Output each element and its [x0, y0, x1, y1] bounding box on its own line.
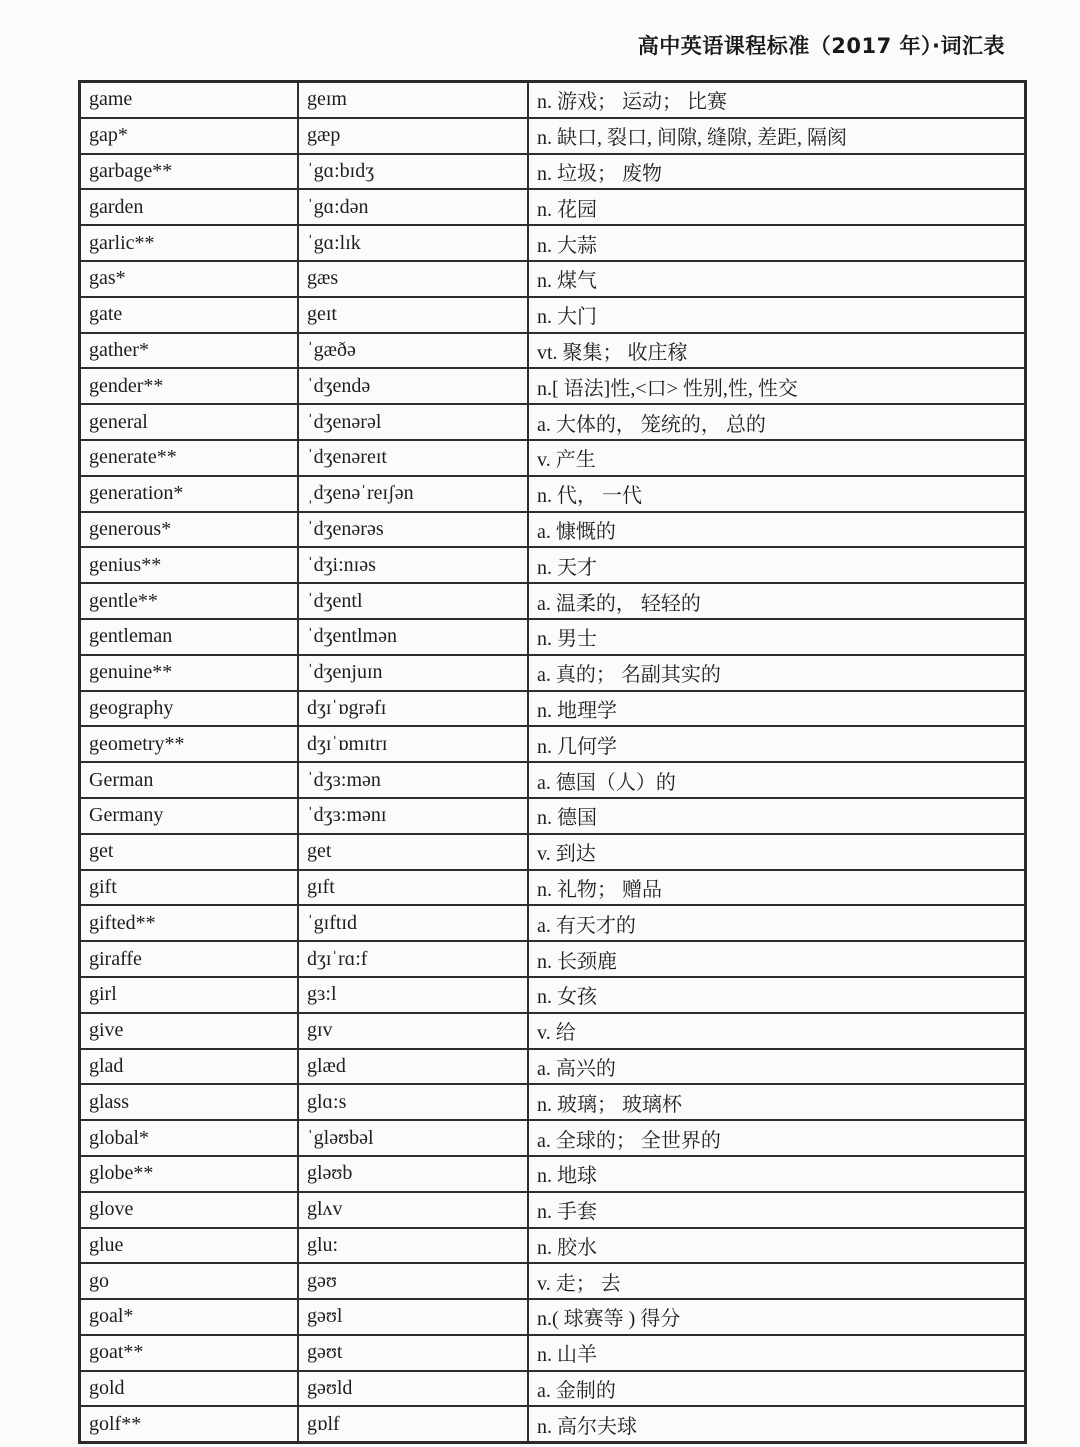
word-cell: gifted**: [80, 905, 299, 941]
definition-cell: v. 走； 去: [528, 1263, 1026, 1299]
table-row: [80, 977, 1026, 1013]
word-cell: garden: [80, 189, 299, 225]
definition-cell: n. 女孩: [528, 977, 1026, 1013]
vocab-table: [78, 80, 1027, 1444]
definition-cell: a. 温柔的， 轻轻的: [528, 583, 1026, 619]
word-cell: glass: [80, 1084, 299, 1120]
definition-cell: n.[ 语法]性,<口> 性别,性, 性交: [528, 368, 1026, 404]
phonetic-cell: ˈdʒenərəs: [298, 512, 528, 548]
word-cell: genuine**: [80, 655, 299, 691]
phonetic-cell: gɒlf: [298, 1406, 528, 1442]
phonetic-cell: ˈdʒɜ:mənɪ: [298, 798, 528, 834]
phonetic-cell: ˌdʒenəˈreɪʃən: [298, 476, 528, 512]
word-cell: get: [80, 834, 299, 870]
vocab-table-body: [80, 82, 1026, 1443]
phonetic-cell: ˈdʒendə: [298, 368, 528, 404]
table-row: [80, 1120, 1026, 1156]
definition-cell: n. 缺口, 裂口, 间隙, 缝隙, 差距, 隔阂: [528, 118, 1026, 154]
table-row: [80, 941, 1026, 977]
phonetic-cell: dʒɪˈrɑ:f: [298, 941, 528, 977]
table-row: [80, 404, 1026, 440]
word-cell: girl: [80, 977, 299, 1013]
phonetic-cell: ˈdʒentlmən: [298, 619, 528, 655]
table-row: [80, 1156, 1026, 1192]
word-cell: generous*: [80, 512, 299, 548]
table-row: [80, 1335, 1026, 1371]
table-row: [80, 798, 1026, 834]
definition-cell: n. 地理学: [528, 691, 1026, 727]
phonetic-cell: gəʊld: [298, 1371, 528, 1407]
table-row: [80, 440, 1026, 476]
definition-cell: a. 大体的， 笼统的， 总的: [528, 404, 1026, 440]
table-row: [80, 82, 1026, 118]
word-cell: genius**: [80, 547, 299, 583]
definition-cell: n. 花园: [528, 189, 1026, 225]
table-row: [80, 547, 1026, 583]
table-row: [80, 261, 1026, 297]
word-cell: Germany: [80, 798, 299, 834]
definition-cell: n.( 球赛等 ) 得分: [528, 1299, 1026, 1335]
table-row: [80, 905, 1026, 941]
table-row: [80, 1013, 1026, 1049]
table-row: [80, 1049, 1026, 1085]
phonetic-cell: ˈgɑ:bɪdʒ: [298, 154, 528, 190]
word-cell: game: [80, 82, 299, 118]
definition-cell: n. 玻璃； 玻璃杯: [528, 1084, 1026, 1120]
table-row: [80, 834, 1026, 870]
definition-cell: n. 地球: [528, 1156, 1026, 1192]
table-row: [80, 1371, 1026, 1407]
definition-cell: a. 有天才的: [528, 905, 1026, 941]
word-cell: globe**: [80, 1156, 299, 1192]
table-row: [80, 512, 1026, 548]
phonetic-cell: ˈdʒentl: [298, 583, 528, 619]
word-cell: gift: [80, 870, 299, 906]
table-row: [80, 1228, 1026, 1264]
table-row: [80, 583, 1026, 619]
definition-cell: a. 慷慨的: [528, 512, 1026, 548]
page-title: 高中英语课程标准（2017 年）·词汇表: [637, 34, 1005, 58]
phonetic-cell: gəʊt: [298, 1335, 528, 1371]
phonetic-cell: gɪv: [298, 1013, 528, 1049]
definition-cell: n. 山羊: [528, 1335, 1026, 1371]
definition-cell: n. 代， 一代: [528, 476, 1026, 512]
definition-cell: n. 游戏； 运动； 比赛: [528, 82, 1026, 118]
table-row: [80, 762, 1026, 798]
phonetic-cell: ˈdʒi:nɪəs: [298, 547, 528, 583]
phonetic-cell: ˈdʒenəreɪt: [298, 440, 528, 476]
definition-cell: a. 真的； 名副其实的: [528, 655, 1026, 691]
phonetic-cell: gəʊ: [298, 1263, 528, 1299]
table-row: [80, 619, 1026, 655]
phonetic-cell: ˈdʒenjuɪn: [298, 655, 528, 691]
word-cell: general: [80, 404, 299, 440]
phonetic-cell: ˈgɑ:dən: [298, 189, 528, 225]
word-cell: glad: [80, 1049, 299, 1085]
word-cell: gather*: [80, 333, 299, 369]
definition-cell: a. 高兴的: [528, 1049, 1026, 1085]
word-cell: gentleman: [80, 619, 299, 655]
word-cell: glue: [80, 1228, 299, 1264]
definition-cell: v. 到达: [528, 834, 1026, 870]
definition-cell: n. 长颈鹿: [528, 941, 1026, 977]
phonetic-cell: glɑ:s: [298, 1084, 528, 1120]
phonetic-cell: dʒɪˈɒmɪtrɪ: [298, 726, 528, 762]
phonetic-cell: ˈdʒenərəl: [298, 404, 528, 440]
word-cell: garlic**: [80, 225, 299, 261]
phonetic-cell: geɪm: [298, 82, 528, 118]
word-cell: give: [80, 1013, 299, 1049]
table-row: [80, 1263, 1026, 1299]
word-cell: geometry**: [80, 726, 299, 762]
table-row: [80, 1406, 1026, 1442]
phonetic-cell: get: [298, 834, 528, 870]
word-cell: gender**: [80, 368, 299, 404]
definition-cell: n. 垃圾； 废物: [528, 154, 1026, 190]
definition-cell: n. 几何学: [528, 726, 1026, 762]
word-cell: goal*: [80, 1299, 299, 1335]
word-cell: giraffe: [80, 941, 299, 977]
word-cell: gas*: [80, 261, 299, 297]
word-cell: gold: [80, 1371, 299, 1407]
word-cell: glove: [80, 1192, 299, 1228]
definition-cell: n. 天才: [528, 547, 1026, 583]
word-cell: gate: [80, 297, 299, 333]
phonetic-cell: glu:: [298, 1228, 528, 1264]
word-cell: go: [80, 1263, 299, 1299]
word-cell: gap*: [80, 118, 299, 154]
phonetic-cell: gɜ:l: [298, 977, 528, 1013]
definition-cell: n. 男士: [528, 619, 1026, 655]
table-row: [80, 368, 1026, 404]
table-row: [80, 1299, 1026, 1335]
definition-cell: n. 高尔夫球: [528, 1406, 1026, 1442]
phonetic-cell: dʒɪˈɒgrəfɪ: [298, 691, 528, 727]
phonetic-cell: ˈgɑ:lɪk: [298, 225, 528, 261]
word-cell: German: [80, 762, 299, 798]
definition-cell: n. 煤气: [528, 261, 1026, 297]
phonetic-cell: gæp: [298, 118, 528, 154]
word-cell: garbage**: [80, 154, 299, 190]
word-cell: global*: [80, 1120, 299, 1156]
word-cell: golf**: [80, 1406, 299, 1442]
phonetic-cell: gæs: [298, 261, 528, 297]
table-row: [80, 476, 1026, 512]
definition-cell: n. 礼物； 赠品: [528, 870, 1026, 906]
table-row: [80, 726, 1026, 762]
word-cell: goat**: [80, 1335, 299, 1371]
phonetic-cell: glæd: [298, 1049, 528, 1085]
definition-cell: a. 金制的: [528, 1371, 1026, 1407]
definition-cell: n. 手套: [528, 1192, 1026, 1228]
table-row: [80, 870, 1026, 906]
phonetic-cell: glʌv: [298, 1192, 528, 1228]
word-cell: geography: [80, 691, 299, 727]
table-row: [80, 297, 1026, 333]
phonetic-cell: geɪt: [298, 297, 528, 333]
table-row: [80, 189, 1026, 225]
definition-cell: a. 德国（人）的: [528, 762, 1026, 798]
table-row: [80, 691, 1026, 727]
table-row: [80, 1084, 1026, 1120]
table-row: [80, 655, 1026, 691]
definition-cell: v. 给: [528, 1013, 1026, 1049]
definition-cell: n. 大门: [528, 297, 1026, 333]
table-row: [80, 225, 1026, 261]
table-row: [80, 1192, 1026, 1228]
definition-cell: a. 全球的； 全世界的: [528, 1120, 1026, 1156]
word-cell: gentle**: [80, 583, 299, 619]
phonetic-cell: gɪft: [298, 870, 528, 906]
table-row: [80, 333, 1026, 369]
word-cell: generate**: [80, 440, 299, 476]
phonetic-cell: ˈgləʊbəl: [298, 1120, 528, 1156]
definition-cell: n. 德国: [528, 798, 1026, 834]
word-cell: generation*: [80, 476, 299, 512]
phonetic-cell: gləʊb: [298, 1156, 528, 1192]
table-row: [80, 118, 1026, 154]
definition-cell: n. 胶水: [528, 1228, 1026, 1264]
phonetic-cell: ˈdʒɜ:mən: [298, 762, 528, 798]
table-row: [80, 154, 1026, 190]
definition-cell: v. 产生: [528, 440, 1026, 476]
phonetic-cell: ˈgæðə: [298, 333, 528, 369]
definition-cell: vt. 聚集； 收庄稼: [528, 333, 1026, 369]
phonetic-cell: ˈgɪftɪd: [298, 905, 528, 941]
definition-cell: n. 大蒜: [528, 225, 1026, 261]
phonetic-cell: gəʊl: [298, 1299, 528, 1335]
